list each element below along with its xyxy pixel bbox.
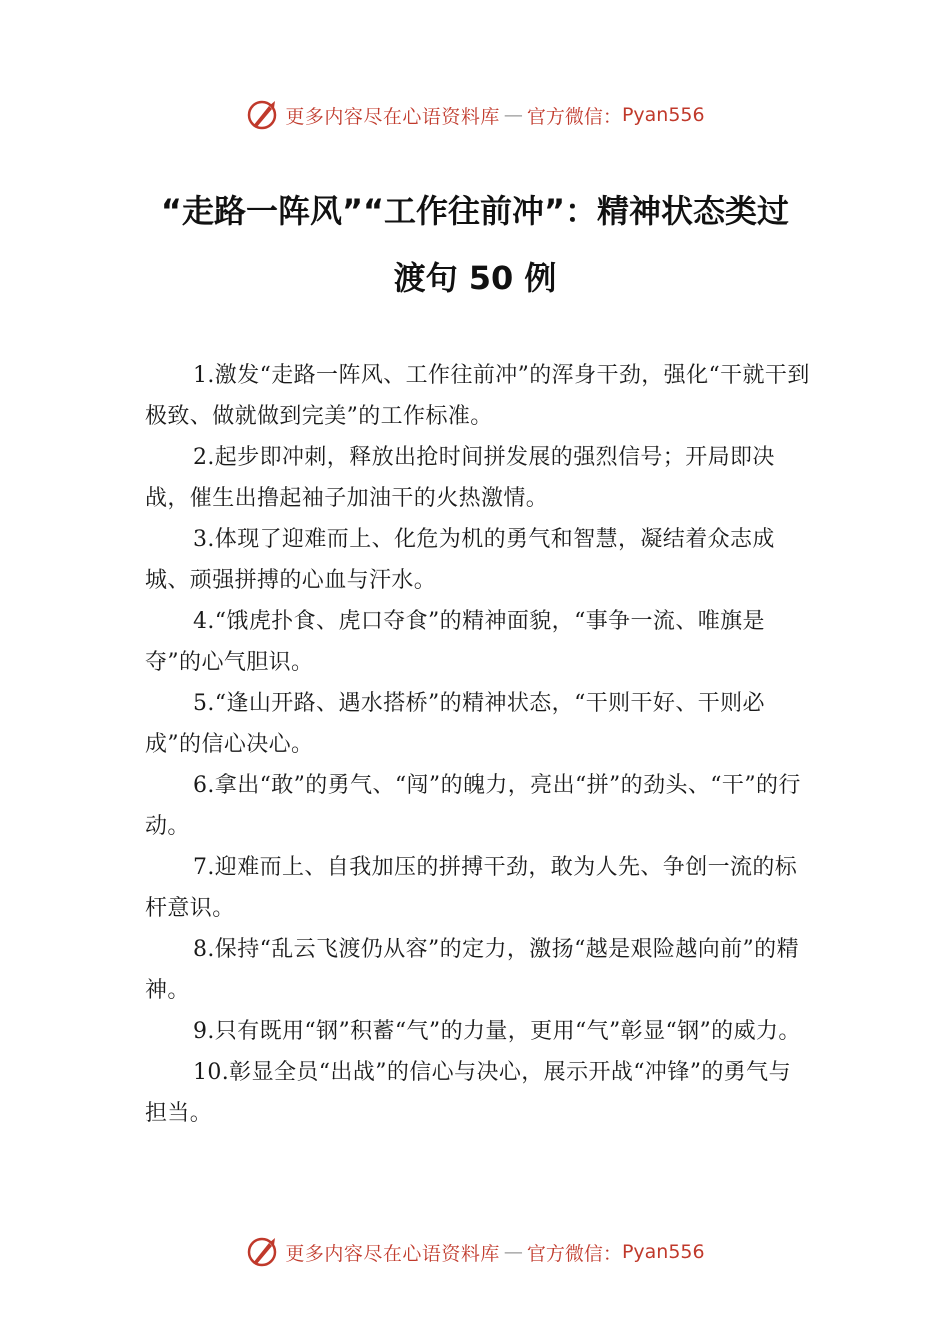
quill-pen-circle-icon	[245, 1235, 279, 1269]
list-item: 9.只有既用“钢”积蓄“气”的力量，更用“气”彰显“钢”的威力。	[193, 1019, 801, 1044]
quill-pen-circle-icon	[245, 98, 279, 132]
banner-wechat-id: Pyan556	[621, 1241, 705, 1263]
document-body	[145, 355, 810, 1134]
list-item: 10.彰显全员“出战”的信心与决心，展示开战“冲锋”的勇气与担当。	[145, 1060, 791, 1126]
banner-separator: —	[503, 1241, 523, 1263]
list-item: 4.“饿虎扑食、虎口夺食”的精神面貌，“事争一流、唯旗是夺”的心气胆识。	[145, 609, 765, 675]
banner-wechat-label: 官方微信：	[526, 1242, 622, 1265]
list-item: 2.起步即冲刺，释放出抢时间拼发展的强烈信号；开局即决战，催生出撸起袖子加油干的火热激情。	[145, 445, 775, 511]
header-banner	[0, 95, 950, 135]
footer-banner	[0, 1232, 950, 1272]
document-title-line-2: 渡句 50 例	[393, 259, 557, 297]
document-title-line-1: “走路一阵风”“工作往前冲”：精神状态类过	[160, 192, 790, 230]
banner-wechat-id: Pyan556	[621, 104, 705, 126]
banner-text: 更多内容尽在心语资料库	[285, 1242, 500, 1265]
list-item: 6.拿出“敢”的勇气、“闯”的魄力，亮出“拼”的劲头、“干”的行动。	[145, 773, 801, 839]
list-item: 5.“逢山开路、遇水搭桥”的精神状态，“干则干好、干则必成”的信心决心。	[145, 691, 765, 757]
list-item: 7.迎难而上、自我加压的拼搏干劲，敢为人先、争创一流的标杆意识。	[145, 855, 798, 921]
list-item: 8.保持“乱云飞渡仍从容”的定力，激扬“越是艰险越向前”的精神。	[145, 937, 799, 1003]
banner-text: 更多内容尽在心语资料库	[285, 105, 500, 128]
banner-wechat-label: 官方微信：	[526, 105, 622, 128]
list-item: 3.体现了迎难而上、化危为机的勇气和智慧，凝结着众志成城、顽强拼搏的心血与汗水。	[145, 527, 775, 593]
banner-separator: —	[503, 104, 523, 126]
list-item: 1.激发“走路一阵风、工作往前冲”的浑身干劲，强化“干就干到极致、做就做到完美”的工作标准。	[145, 363, 810, 429]
